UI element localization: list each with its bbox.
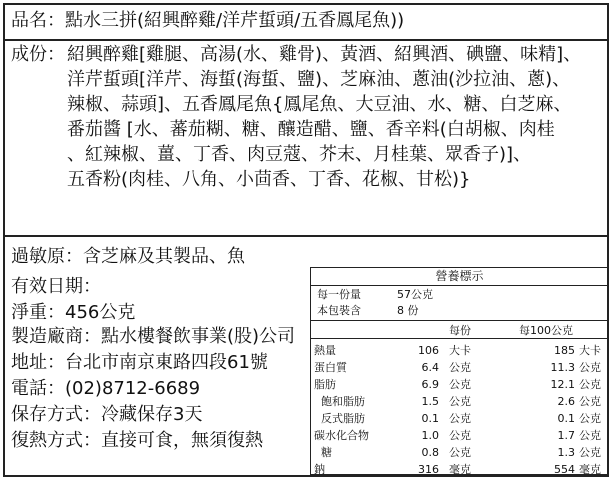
nutrition-title: 營養標示 xyxy=(311,268,608,286)
per-100g-unit: 毫克 xyxy=(579,463,601,476)
per-serving-unit: 公克 xyxy=(449,429,471,442)
per-100g-value: 1.3 xyxy=(557,446,575,459)
nutrient-name: 熱量 xyxy=(314,344,336,357)
address-line: 地址：台北市南京東路四段61號 xyxy=(11,352,268,373)
serving-size-row xyxy=(311,286,608,303)
per-serving-value: 6.4 xyxy=(421,361,439,374)
serving-size-label: 每一份量 xyxy=(317,288,361,301)
per-serving-unit: 毫克 xyxy=(449,463,471,476)
nutrient-name: 糖 xyxy=(314,446,332,459)
nutrient-name: 反式脂肪 xyxy=(314,412,365,425)
per-100g-value: 0.1 xyxy=(557,412,575,425)
per-100g-unit: 公克 xyxy=(579,378,601,391)
nutrient-name: 鈉 xyxy=(314,463,325,476)
food-label xyxy=(3,3,609,477)
reheat-line: 復熱方式：直接可食，無須復熱 xyxy=(11,430,263,451)
storage-line: 保存方式：冷藏保存3天 xyxy=(11,404,203,425)
per-serving-unit: 公克 xyxy=(449,378,471,391)
per-serving-value: 316 xyxy=(418,463,439,476)
weight-line: 淨重：456公克 xyxy=(11,302,136,323)
per-100g-value: 12.1 xyxy=(550,378,575,391)
ingredients-key: 成份： xyxy=(11,44,65,65)
allergen-line: 過敏原：含芝麻及其製品、魚 xyxy=(11,246,245,267)
per-100g-value: 11.3 xyxy=(550,361,575,374)
nutrition-table xyxy=(310,267,609,475)
per-serving-value: 0.1 xyxy=(421,412,439,425)
servings-label: 本包裝含 xyxy=(317,304,361,317)
nutrition-divider-1 xyxy=(311,320,608,321)
per-serving-unit: 大卡 xyxy=(449,344,471,357)
per-serving-value: 6.9 xyxy=(421,378,439,391)
per-serving-header: 每份 xyxy=(449,324,471,337)
product-name-key: 品名： xyxy=(11,10,65,31)
per-100g-value: 554 xyxy=(554,463,575,476)
product-name xyxy=(11,9,404,33)
nutrient-name: 脂肪 xyxy=(314,378,336,391)
ingredients-line-4: 番茄醬 [水、蕃茄糊、糖、釀造醋、鹽、香辛料(白胡椒、肉桂 xyxy=(67,119,555,140)
divider-top xyxy=(5,39,607,41)
per-serving-unit: 公克 xyxy=(449,446,471,459)
ingredients-line-2: 洋芹蜇頭[洋芹、海蜇(海蜇、鹽)、芝麻油、蔥油(沙拉油、蔥)、 xyxy=(67,69,571,90)
maker-line: 製造廠商：點水樓餐飲事業(股)公司 xyxy=(11,326,296,347)
per-serving-unit: 公克 xyxy=(449,412,471,425)
nutrient-name: 蛋白質 xyxy=(314,361,347,374)
per-100g-unit: 公克 xyxy=(579,395,601,408)
nutrition-divider-2 xyxy=(311,338,608,339)
servings-row xyxy=(311,302,608,319)
per-100g-unit: 大卡 xyxy=(579,344,601,357)
product-name-value: 點水三拼(紹興醉雞/洋芹蜇頭/五香鳳尾魚)) xyxy=(65,10,405,31)
nutrient-name: 飽和脂肪 xyxy=(314,395,365,408)
per-serving-value: 1.0 xyxy=(421,429,439,442)
per-100g-value: 2.6 xyxy=(557,395,575,408)
per-serving-unit: 公克 xyxy=(449,395,471,408)
ingredients-line-6: 五香粉(肉桂、八角、小茴香、丁香、花椒、甘松)} xyxy=(67,169,471,190)
divider-middle xyxy=(5,235,607,237)
per-serving-value: 0.8 xyxy=(421,446,439,459)
per-serving-value: 106 xyxy=(418,344,439,357)
per-100g-value: 1.7 xyxy=(557,429,575,442)
nutrient-name: 碳水化合物 xyxy=(314,429,369,442)
phone-line: 電話：(02)8712-6689 xyxy=(11,378,201,399)
ingredients-line-3: 辣椒、蒜頭]、五香鳳尾魚{鳳尾魚、大豆油、水、糖、白芝麻、 xyxy=(67,94,572,115)
per-100g-unit: 公克 xyxy=(579,361,601,374)
per-100g-unit: 公克 xyxy=(579,446,601,459)
per-100g-unit: 公克 xyxy=(579,429,601,442)
per-100g-unit: 公克 xyxy=(579,412,601,425)
servings-value: 8 份 xyxy=(397,304,419,317)
per-100g-value: 185 xyxy=(554,344,575,357)
per-serving-value: 1.5 xyxy=(421,395,439,408)
ingredients-line-5: 、紅辣椒、薑、丁香、肉豆蔻、芥末、月桂葉、眾香子)]、 xyxy=(67,144,532,165)
serving-size-value: 57公克 xyxy=(397,288,433,301)
expiry-line: 有效日期： xyxy=(11,276,101,297)
per-100g-header: 每100公克 xyxy=(519,324,573,337)
per-serving-unit: 公克 xyxy=(449,361,471,374)
ingredients-line-1: 紹興醉雞[雞腿、高湯(水、雞骨)、黃酒、紹興酒、碘鹽、味精]、 xyxy=(67,44,582,65)
